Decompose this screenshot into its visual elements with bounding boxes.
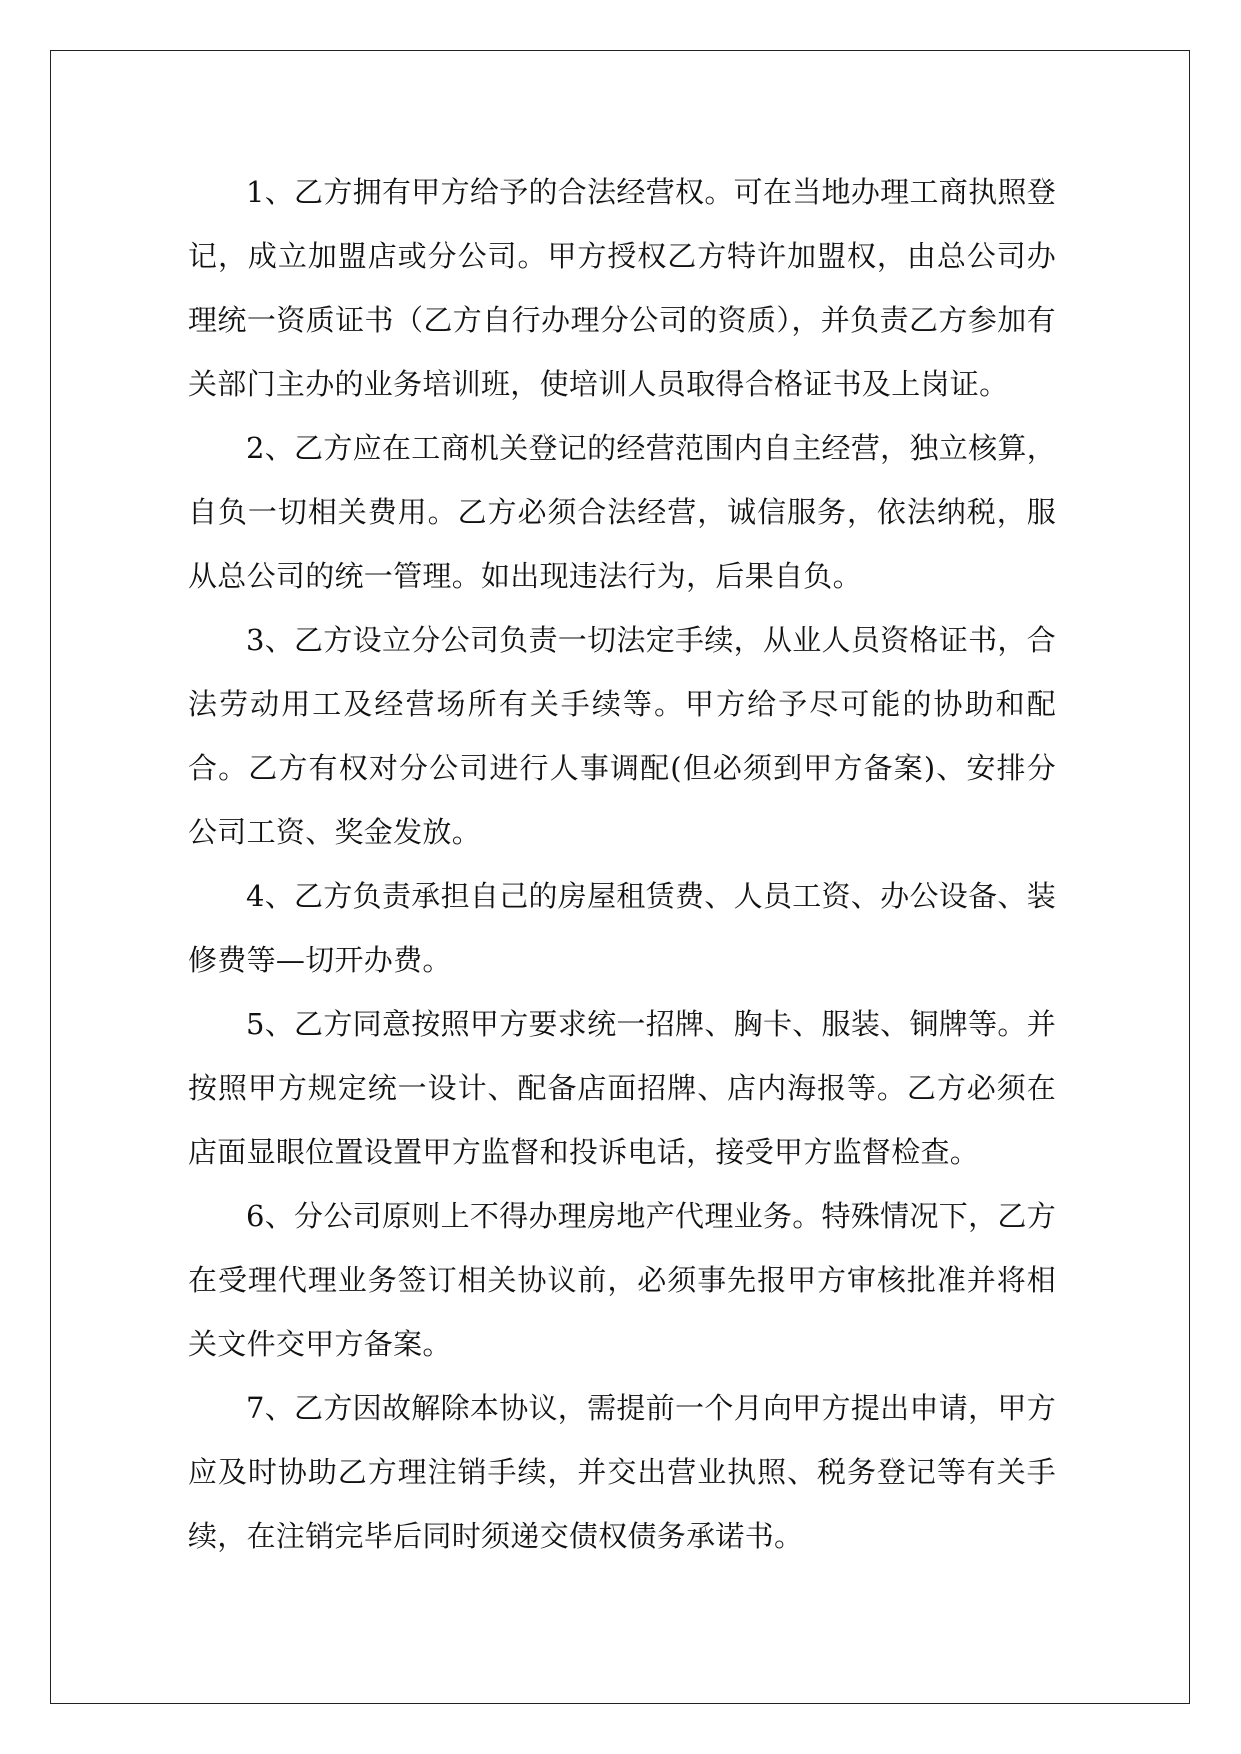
clause-7: 7、乙方因故解除本协议，需提前一个月向甲方提出申请，甲方应及时协助乙方理注销手续，并交出营业执照、税务登记等有关手续，在注销完毕后同时须递交债权债务承诺书。	[188, 1391, 1056, 1553]
clause-3: 3、乙方设立分公司负责一切法定手续，从业人员资格证书，合法劳动用工及经营场所有关手续等。甲方给予尽可能的协助和配合。乙方有权对分公司进行人事调配(但必须到甲方备案)、安排分公司工资、奖金发放。	[188, 623, 1056, 849]
document-body	[188, 160, 1056, 1568]
clause-1: 1、乙方拥有甲方给予的合法经营权。可在当地办理工商执照登记，成立加盟店或分公司。甲方授权乙方特许加盟权，由总公司办理统一资质证书（乙方自行办理分公司的资质），并负责乙方参加有关部门主办的业务培训班，使培训人员取得合格证书及上岗证。	[188, 175, 1056, 401]
clause-5: 5、乙方同意按照甲方要求统一招牌、胸卡、服装、铜牌等。并按照甲方规定统一设计、配备店面招牌、店内海报等。乙方必须在店面显眼位置设置甲方监督和投诉电话，接受甲方监督检查。	[188, 1007, 1056, 1169]
clause-2: 2、乙方应在工商机关登记的经营范围内自主经营，独立核算，自负一切相关费用。乙方必须合法经营，诚信服务，依法纳税，服从总公司的统一管理。如出现违法行为，后果自负。	[188, 431, 1056, 593]
clause-4: 4、乙方负责承担自己的房屋租赁费、人员工资、办公设备、装修费等—切开办费。	[188, 879, 1056, 977]
clause-6: 6、分公司原则上不得办理房地产代理业务。特殊情况下，乙方在受理代理业务签订相关协议前，必须事先报甲方审核批准并将相关文件交甲方备案。	[188, 1199, 1056, 1361]
